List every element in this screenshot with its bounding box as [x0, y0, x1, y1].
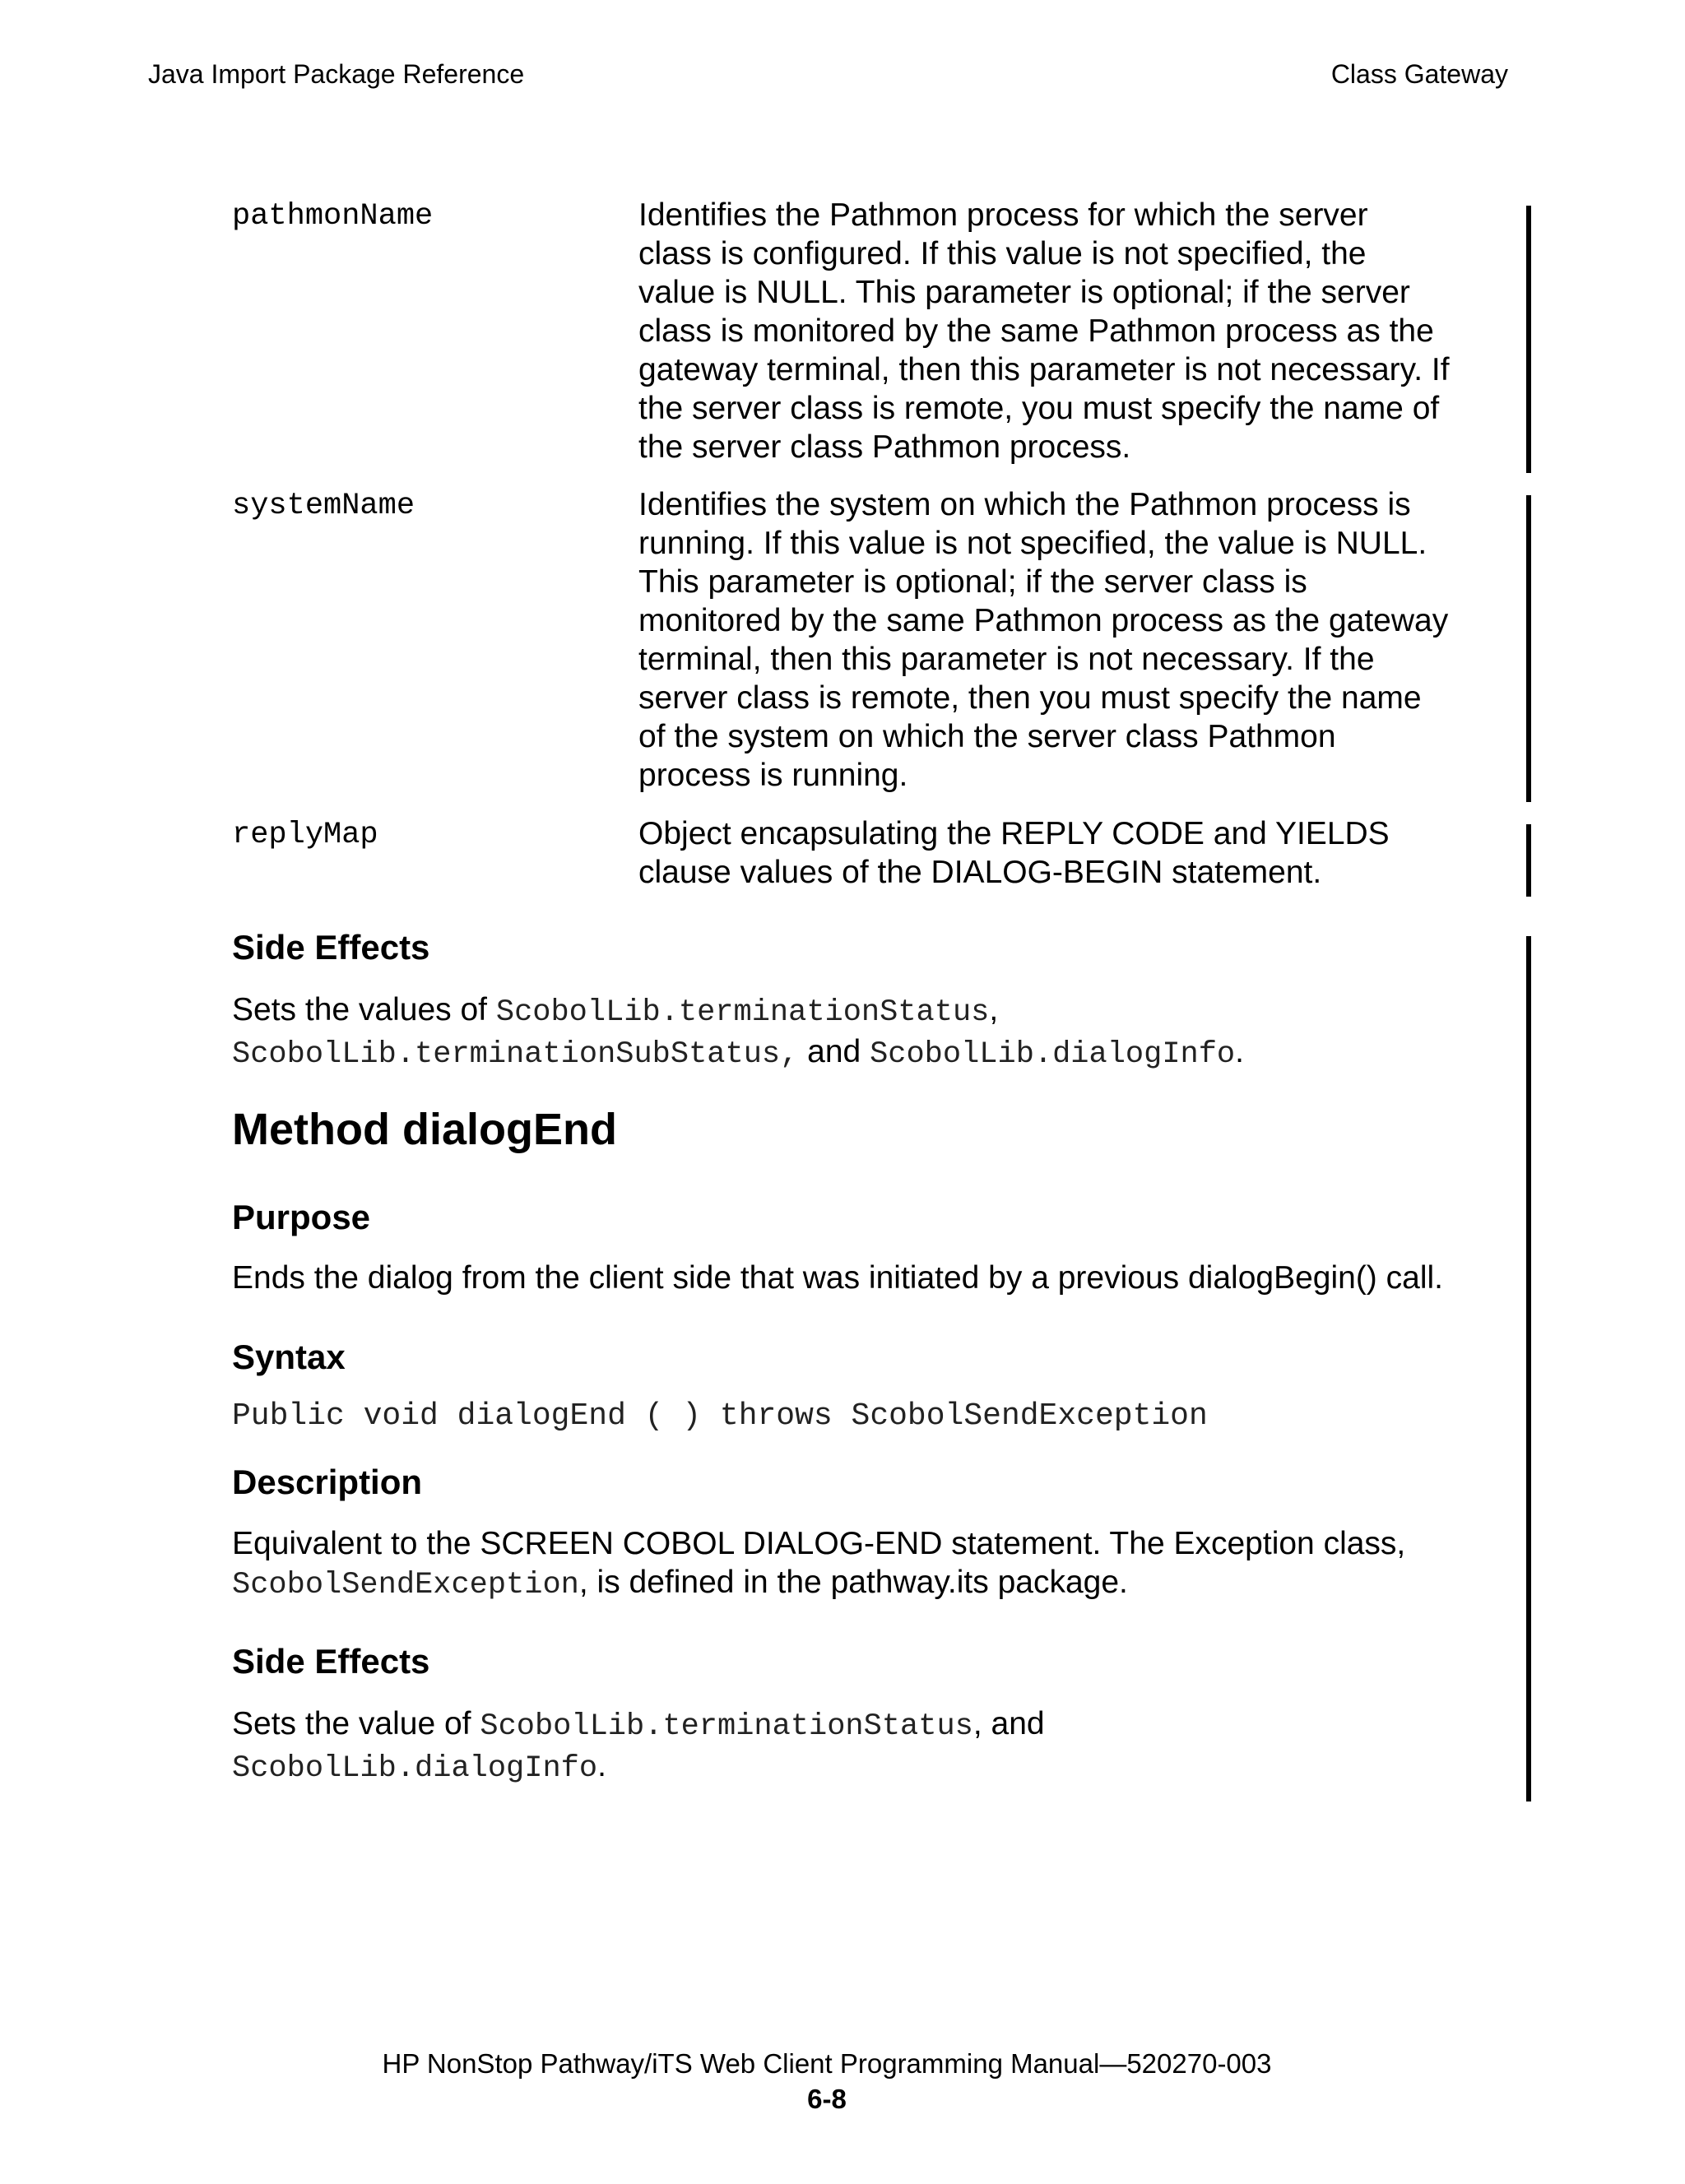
page-number: 6-8	[807, 2084, 847, 2114]
text-line: class is configured. If this value is not specified, the	[638, 236, 1367, 271]
method-title: Method dialogEnd	[232, 1105, 617, 1154]
code-term: ScobolLib.dialogInfo	[870, 1037, 1236, 1072]
purpose-text: Ends the dialog from the client side that was initiated by a previous dialogBegin() call.	[232, 1260, 1443, 1296]
section-heading-syntax: Syntax	[232, 1338, 346, 1376]
side-effects-text	[232, 990, 1516, 1074]
text-line: class is monitored by the same Pathmon process as the	[638, 313, 1434, 349]
code-term: ScobolLib.terminationStatus	[495, 995, 990, 1030]
text-line: of the system on which the server class Pathmon	[638, 719, 1336, 754]
text-fragment: , is defined in the pathway.its package.	[578, 1565, 1128, 1600]
param-name: pathmonName	[232, 199, 434, 234]
description-text	[232, 1524, 1516, 1605]
param-description	[638, 485, 1486, 795]
text-line: the server class Pathmon process.	[638, 429, 1131, 465]
param-name: replyMap	[232, 818, 378, 852]
text-fragment: .	[1235, 1034, 1244, 1069]
section-heading-description: Description	[232, 1463, 423, 1501]
text-fragment: .	[597, 1748, 606, 1783]
text-fragment: Sets the value of	[232, 1706, 480, 1741]
text-line: Identifies the Pathmon process for which the server	[638, 197, 1368, 233]
text-line: This parameter is optional; if the server class is	[638, 564, 1307, 600]
text-line: Identifies the system on which the Pathmon process is	[638, 487, 1411, 522]
code-term: ScobolLib.dialogInfo	[232, 1751, 598, 1786]
text-line: clause values of the DIALOG-BEGIN statement.	[638, 855, 1322, 890]
syntax-code: Public void dialogEnd ( ) throws ScobolSendException	[232, 1398, 1208, 1434]
change-bar	[1526, 824, 1531, 897]
text-fragment: , and	[972, 1706, 1045, 1741]
text-fragment: ,	[989, 992, 999, 1027]
text-fragment: and	[798, 1034, 870, 1069]
text-line: Object encapsulating the REPLY CODE and YIELDS	[638, 816, 1390, 851]
page-header-right: Class Gateway	[1330, 59, 1508, 89]
text-line: the server class is remote, you must specify the name of	[638, 391, 1440, 426]
code-term: ScobolSendException	[232, 1568, 579, 1602]
section-heading-side-effects: Side Effects	[232, 1642, 430, 1681]
text-line: gateway terminal, then this parameter is not necessary. If	[638, 352, 1450, 387]
text-line: monitored by the same Pathmon process as the gateway	[638, 603, 1449, 638]
change-bar	[1526, 206, 1531, 473]
text-line: server class is remote, then you must specify the name	[638, 680, 1422, 716]
param-name: systemName	[232, 489, 415, 523]
text-line: running. If this value is not specified, the value is NULL.	[638, 526, 1427, 561]
section-heading-side-effects: Side Effects	[232, 928, 430, 967]
change-bar	[1526, 936, 1531, 1801]
text-fragment: Sets the values of	[232, 992, 496, 1027]
code-term: ScobolLib.terminationSubStatus,	[232, 1037, 799, 1072]
text-line: value is NULL. This parameter is optional; if the server	[638, 275, 1410, 310]
param-description	[638, 814, 1486, 892]
footer-manual-title: HP NonStop Pathway/iTS Web Client Programming Manual—520270-003	[382, 2048, 1272, 2079]
change-bar	[1526, 495, 1531, 802]
text-line: terminal, then this parameter is not necessary. If the	[638, 642, 1375, 677]
text-fragment: Equivalent to the SCREEN COBOL DIALOG-END statement. The Exception class,	[232, 1526, 1406, 1561]
text-line: process is running.	[638, 758, 908, 793]
side-effects-text	[232, 1704, 1516, 1788]
code-term: ScobolLib.terminationStatus	[480, 1709, 973, 1744]
section-heading-purpose: Purpose	[232, 1198, 371, 1236]
page-header-left: Java Import Package Reference	[148, 59, 525, 89]
param-description	[638, 196, 1486, 466]
